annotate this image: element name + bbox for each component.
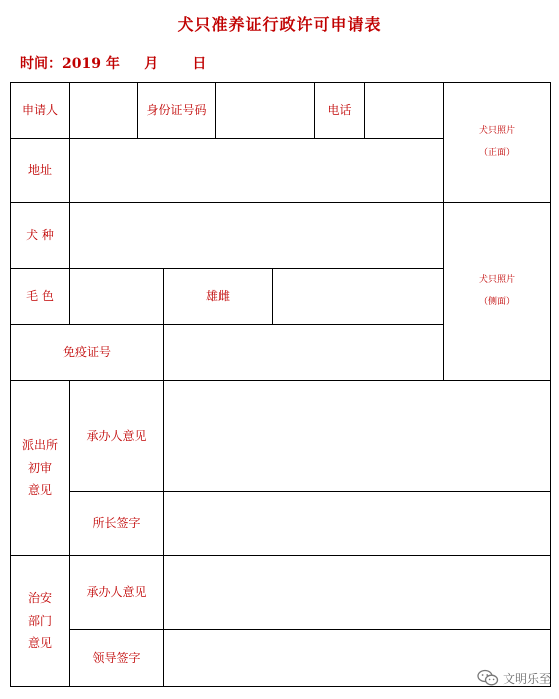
security-dept-opinion-label bbox=[11, 556, 70, 687]
station-handler-opinion-label: 承办人意见 bbox=[70, 381, 164, 492]
application-form-table bbox=[10, 82, 551, 687]
security-handler-opinion-field[interactable] bbox=[164, 556, 551, 630]
director-signature-field[interactable] bbox=[164, 492, 551, 556]
watermark-text: 文明乐至 bbox=[502, 671, 551, 686]
photo-front-caption: （正面） bbox=[479, 147, 516, 158]
security-line3: 意见 bbox=[27, 636, 52, 651]
form-title: 犬只准养证行政许可申请表 bbox=[177, 15, 382, 34]
applicant-label: 申请人 bbox=[11, 83, 70, 139]
breed-label: 犬 种 bbox=[11, 203, 70, 269]
sex-field[interactable] bbox=[273, 269, 444, 325]
address-field[interactable] bbox=[70, 139, 444, 203]
watermark bbox=[477, 669, 551, 687]
applicant-field[interactable] bbox=[70, 83, 138, 139]
photo-side-title: 犬只照片 bbox=[479, 274, 516, 285]
station-handler-opinion-field[interactable] bbox=[164, 381, 551, 492]
id-number-field[interactable] bbox=[216, 83, 315, 139]
leader-signature-label: 领导签字 bbox=[70, 630, 164, 687]
vaccine-cert-field[interactable] bbox=[164, 325, 444, 381]
sex-label: 雄雌 bbox=[164, 269, 273, 325]
coat-color-label: 毛 色 bbox=[11, 269, 70, 325]
photo-front-title: 犬只照片 bbox=[479, 125, 516, 136]
date-line: 时间：2019 年 月 日 bbox=[20, 56, 207, 72]
photo-side-slot[interactable] bbox=[444, 203, 551, 381]
phone-field[interactable] bbox=[365, 83, 444, 139]
police-station-line2: 初审 bbox=[27, 460, 52, 475]
id-number-label: 身份证号码 bbox=[138, 83, 216, 139]
photo-side-caption: （侧面） bbox=[479, 296, 516, 307]
security-line1: 治安 bbox=[27, 590, 52, 605]
address-label: 地址 bbox=[11, 139, 70, 203]
police-station-opinion-label bbox=[11, 381, 70, 556]
coat-color-field[interactable] bbox=[70, 269, 164, 325]
director-signature-label: 所长签字 bbox=[70, 492, 164, 556]
security-handler-opinion-label: 承办人意见 bbox=[70, 556, 164, 630]
breed-field[interactable] bbox=[70, 203, 444, 269]
security-line2: 部门 bbox=[27, 613, 52, 628]
police-station-line1: 派出所 bbox=[21, 437, 58, 452]
wechat-icon bbox=[477, 669, 499, 687]
photo-front-slot[interactable] bbox=[444, 83, 551, 203]
phone-label: 电话 bbox=[315, 83, 365, 139]
police-station-line3: 意见 bbox=[27, 483, 52, 498]
vaccine-cert-label: 免疫证号 bbox=[11, 325, 164, 381]
